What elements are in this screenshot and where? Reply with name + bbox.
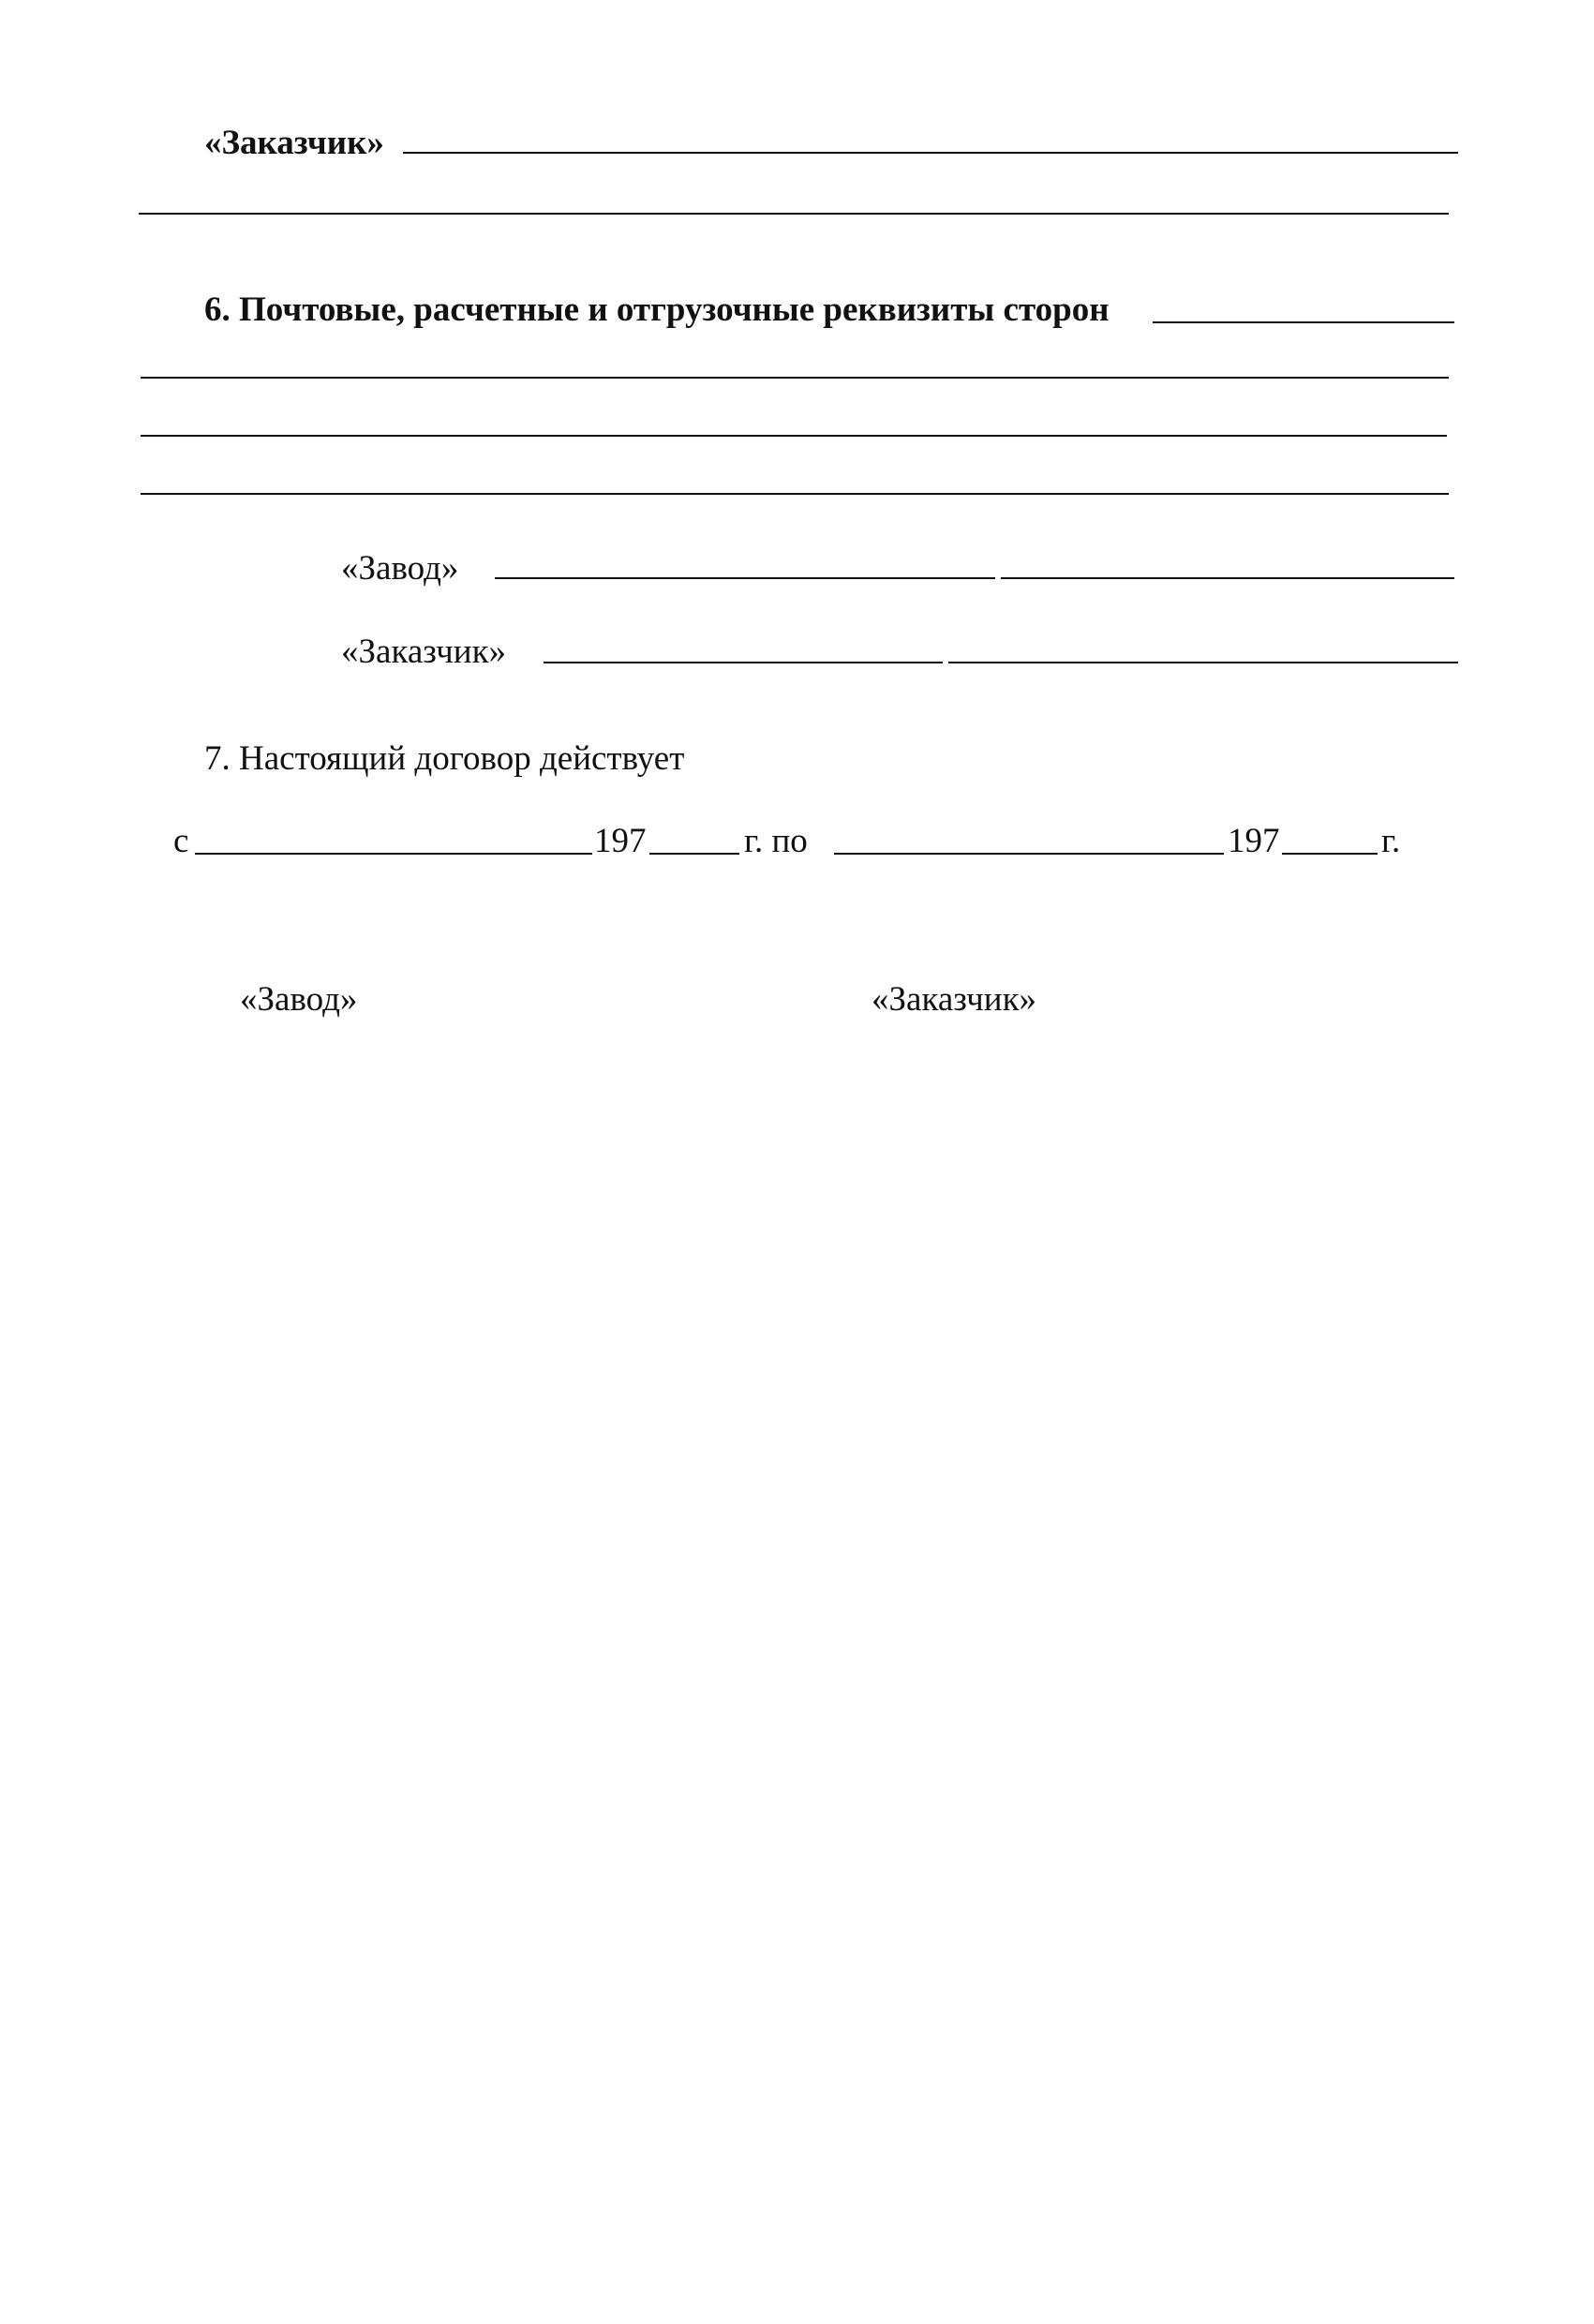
section6-factory-fill-line-a	[495, 577, 995, 579]
section7-start-date-line	[195, 853, 592, 855]
section6-requisites-line-1	[141, 377, 1449, 379]
top-customer-label: «Заказчик»	[204, 124, 384, 162]
section6-customer-label: «Заказчик»	[341, 633, 507, 671]
section6-customer-fill-line-a	[544, 662, 943, 663]
section7-start-year-line	[649, 853, 739, 855]
section7-year-prefix-2: 197	[1228, 822, 1280, 860]
section7-title: 7. Настоящий договор действует	[204, 739, 685, 778]
section6-factory-label: «Завод»	[341, 549, 459, 588]
section6-title-fill-line	[1153, 321, 1454, 323]
section7-g-po: г. по	[744, 822, 808, 860]
section7-g-end: г.	[1381, 822, 1401, 860]
top-customer-fill-line-2	[139, 213, 1449, 215]
section6-requisites-line-2	[141, 435, 1447, 437]
signature-customer-label: «Заказчик»	[871, 980, 1037, 1019]
section7-end-date-line	[834, 853, 1224, 855]
section6-factory-fill-line-b	[1001, 577, 1454, 579]
top-customer-fill-line	[403, 152, 1458, 154]
section6-customer-fill-line-b	[948, 662, 1458, 663]
section7-from-prefix: с	[173, 822, 189, 860]
signature-factory-label: «Завод»	[240, 980, 358, 1019]
section7-year-prefix-1: 197	[594, 822, 647, 860]
section6-title: 6. Почтовые, расчетные и отгрузочные реквизиты сторон	[204, 290, 1110, 329]
section6-requisites-line-3	[141, 493, 1449, 495]
section7-end-year-line	[1282, 853, 1378, 855]
